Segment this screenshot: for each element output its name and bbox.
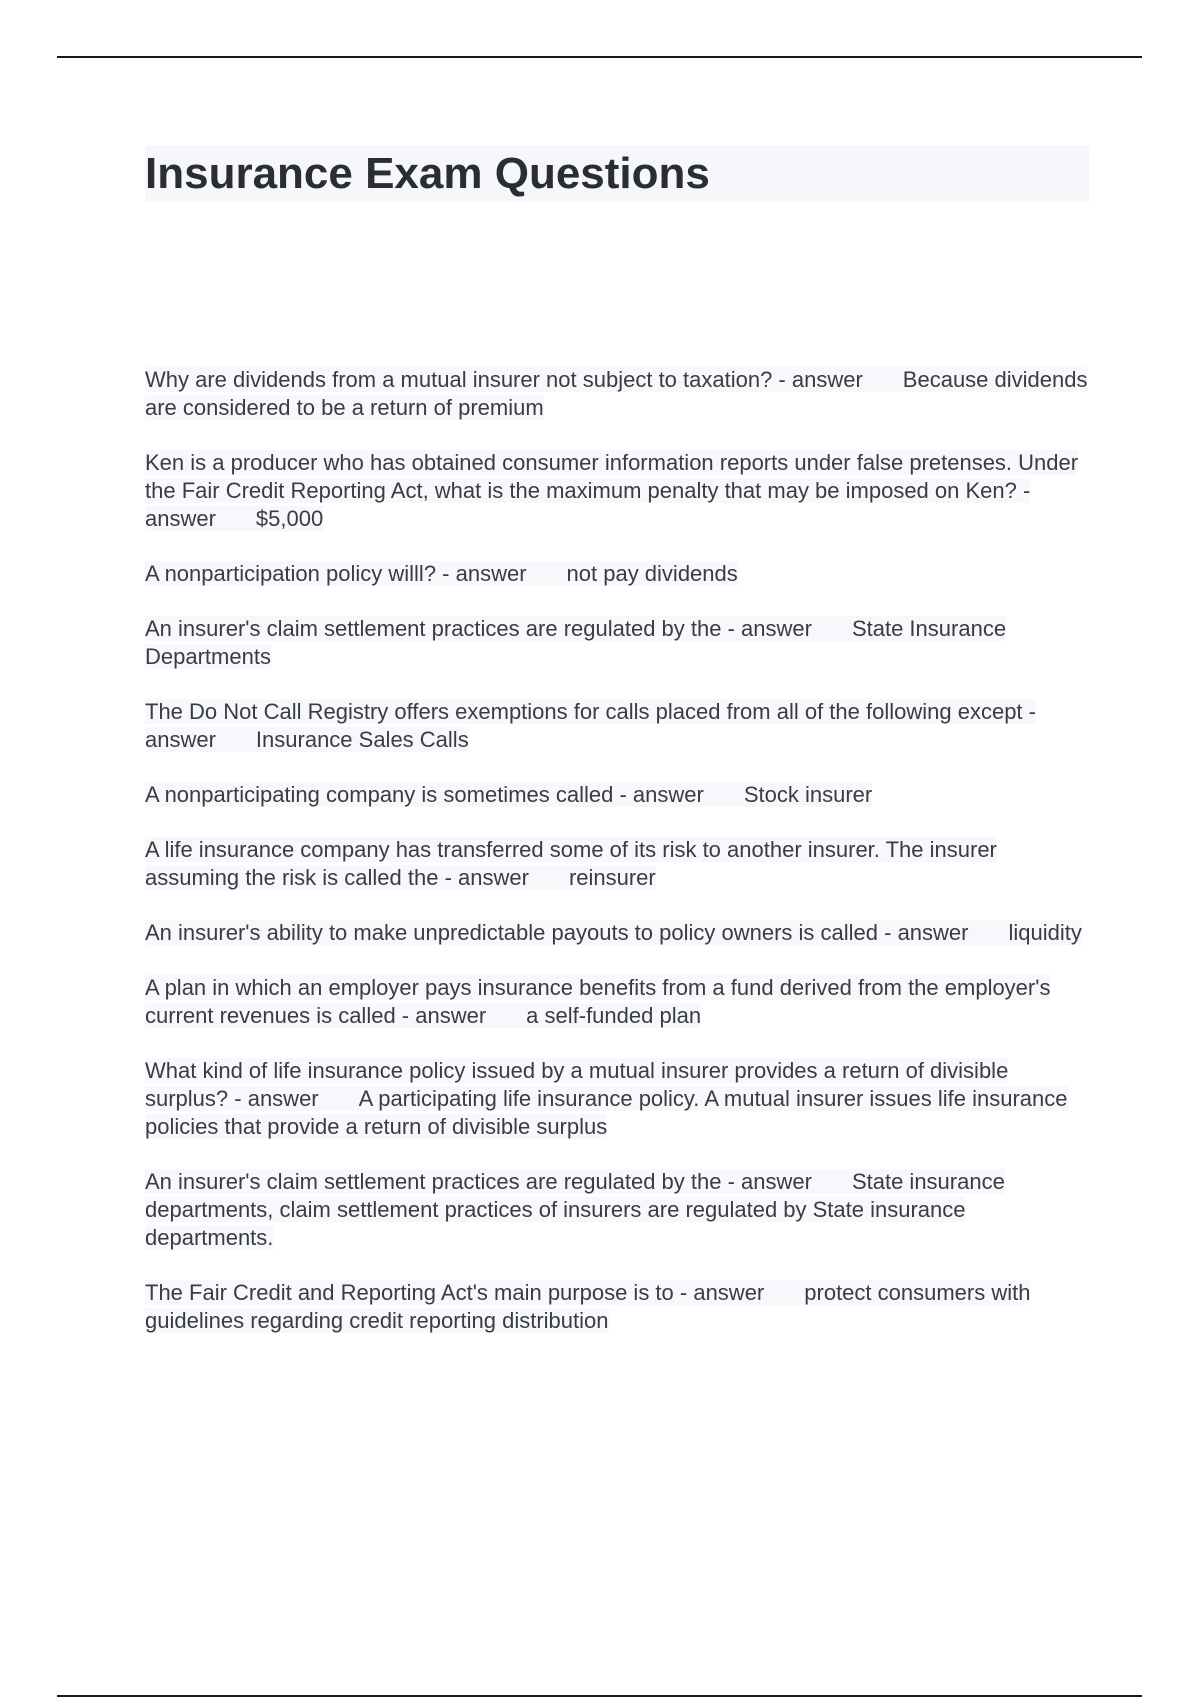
question-text: A life insurance company has transferred some of its risk to another insurer. The insurer assuming the risk is called the - answer [145,837,997,890]
top-rule [57,56,1142,58]
answer-text: not pay dividends [566,561,738,586]
qa-list [145,366,1095,1362]
answer-text: Stock insurer [743,782,873,807]
answer-text: protect consumers with guidelines regarding credit reporting distribution [145,1280,1031,1333]
answer-text: a self-funded plan [526,1003,702,1028]
question-text: An insurer's claim settlement practices are regulated by the - answer [145,1169,812,1194]
question-text: A plan in which an employer pays insurance benefits from a fund derived from the employer's current revenues is called - answer [145,975,1051,1028]
answer-text: $5,000 [255,506,324,531]
answer-text: reinsurer [568,865,656,890]
qa-item [145,919,1095,947]
question-text: A nonparticipation policy willl? - answer [145,561,527,586]
qa-item [145,1168,1095,1252]
qa-item [145,1279,1095,1335]
question-text: The Do Not Call Registry offers exemptions for calls placed from all of the following except - answer [145,699,1036,752]
question-text: A nonparticipating company is sometimes called - answer [145,782,704,807]
question-text: An insurer's claim settlement practices are regulated by the - answer [145,616,812,641]
qa-item [145,449,1095,533]
page-title: Insurance Exam Questions [145,149,710,198]
qa-item [145,1057,1095,1141]
question-text: Why are dividends from a mutual insurer not subject to taxation? - answer [145,367,863,392]
qa-item [145,974,1095,1030]
question-text: Ken is a producer who has obtained consumer information reports under false pretenses. Under the Fair Credit Reporting Act, what is the maximum penalty that may be imposed on Ken? - answer [145,450,1079,531]
answer-text: Insurance Sales Calls [255,727,469,752]
answer-text: State Insurance Departments [145,616,1007,669]
qa-item [145,366,1095,422]
question-text: The Fair Credit and Reporting Act's main purpose is to - answer [145,1280,765,1305]
qa-item [145,781,1095,809]
qa-item [145,615,1095,671]
answer-text: Because dividends are considered to be a return of premium [145,367,1088,420]
qa-item [145,836,1095,892]
question-text: What kind of life insurance policy issued by a mutual insurer provides a return of divisible surplus? - answer [145,1058,1009,1111]
bottom-rule [57,1695,1142,1697]
answer-text: A participating life insurance policy. A mutual insurer issues life insurance policies that provide a return of divisible surplus [145,1086,1068,1139]
qa-item [145,698,1095,754]
answer-text: liquidity [1008,920,1082,945]
answer-text: State insurance departments, claim settlement practices of insurers are regulated by State insurance departments. [145,1169,1005,1250]
qa-item [145,560,1095,588]
question-text: An insurer's ability to make unpredictable payouts to policy owners is called - answer [145,920,969,945]
